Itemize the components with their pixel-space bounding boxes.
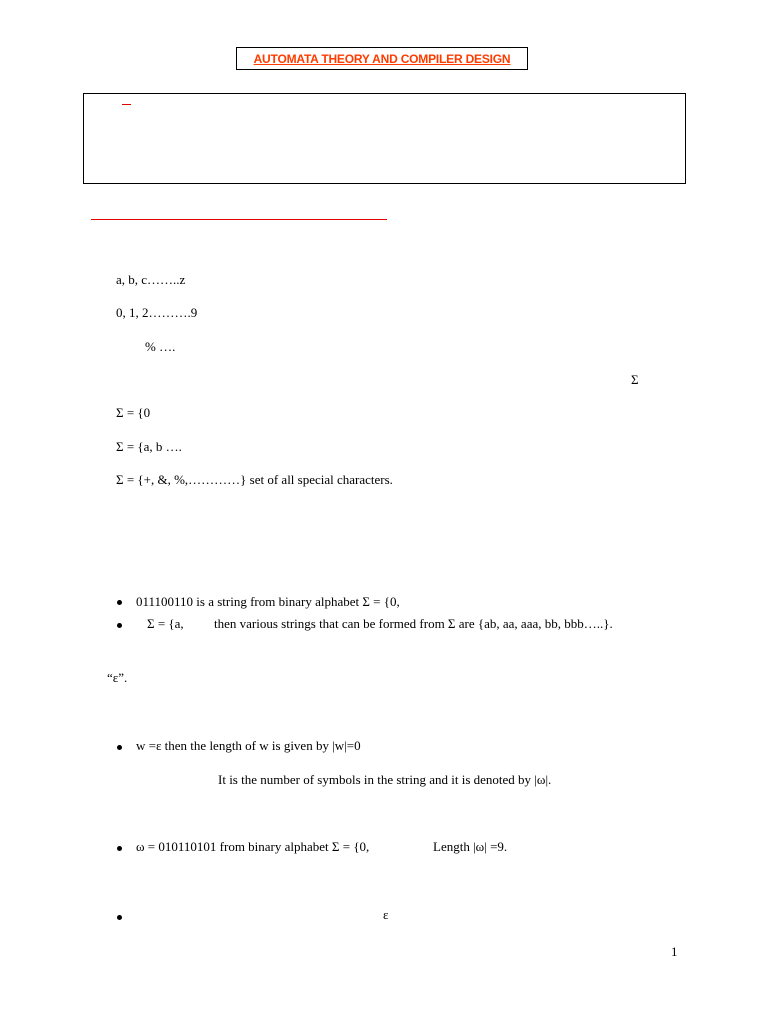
sigma-specials: Σ = {+, &, %,…………} set of all special characters. [116,472,393,487]
omega-length: Length |ω| =9. [433,839,508,854]
red-heading-rule [91,219,387,220]
page-number: 1 [671,944,678,959]
bullet-dot [117,623,122,628]
sigma-binary: Σ = {0 [116,405,151,420]
omega-bullet-text: ω = 010110101 from binary alphabet Σ = {0, [136,839,370,854]
sigma-symbol: Σ [631,372,639,387]
alphabet-specials: % …. [145,339,176,354]
sigma-letters: Σ = {a, b …. [116,439,182,454]
bullet-dot [117,600,122,605]
empty-string-quote: “ε”. [107,670,128,685]
info-box [83,93,686,184]
epsilon-symbol: ε [383,907,389,922]
alphabet-digits: 0, 1, 2……….9 [116,305,198,320]
string-bullet-1: 011100110 is a string from binary alphabet Σ = {0, [136,594,400,609]
length-definition: It is the number of symbols in the string and it is denoted by |ω|. [218,772,552,787]
alphabet-letters: a, b, c……..z [116,272,186,287]
bullet-dot [117,915,122,920]
title-box [236,47,528,70]
string-bullet-2a: Σ = {a, [147,616,184,631]
document-title: AUTOMATA THEORY AND COMPILER DESIGN [253,51,511,66]
bullet-dot [117,846,122,851]
string-bullet-2b: then various strings that can be formed from Σ are {ab, aa, aaa, bb, bbb…..}. [214,616,613,631]
length-bullet: w =ε then the length of w is given by |w|=0 [136,738,361,753]
red-dash-mark [122,104,131,105]
bullet-dot [117,745,122,750]
